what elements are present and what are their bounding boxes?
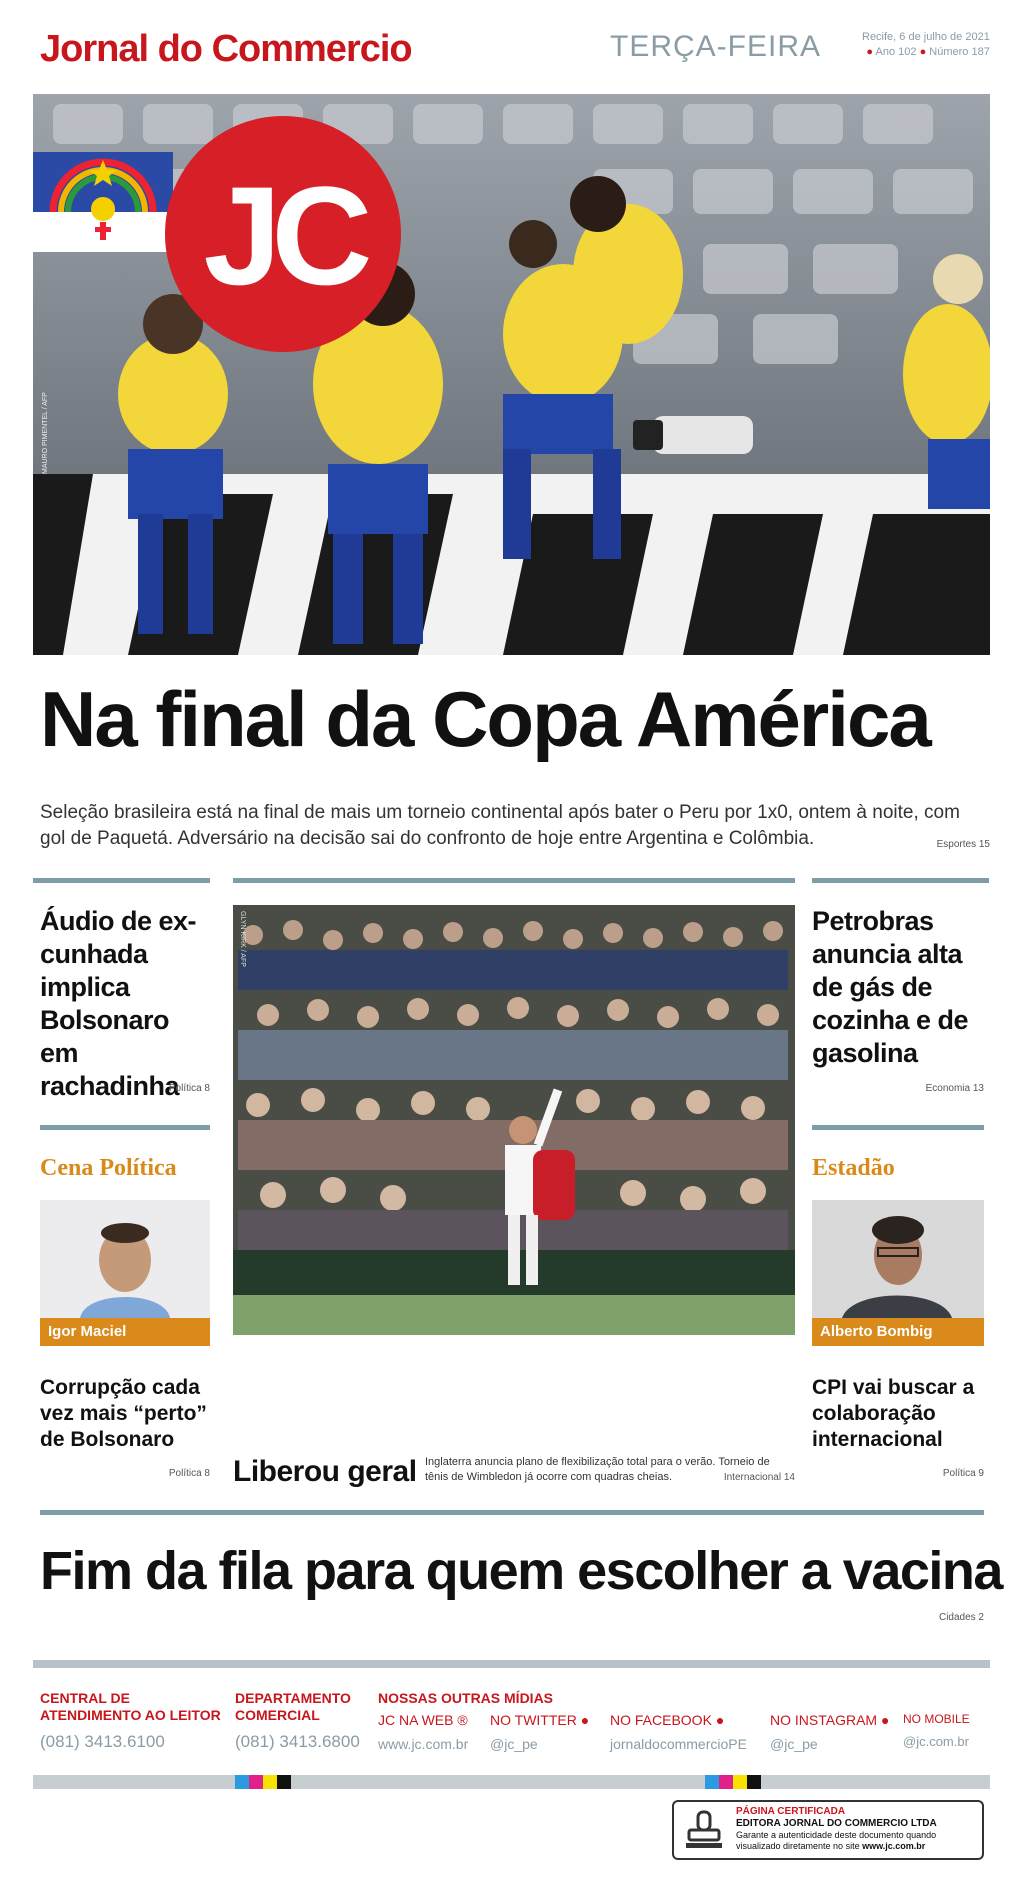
center-caption (425, 1455, 795, 1485)
rule-bottom (40, 1510, 984, 1515)
right-story1-headline: Petrobras anuncia alta de gás de cozinha e de gasolina (812, 906, 969, 1068)
globe-icon: ® (457, 1712, 468, 1728)
left-columnist-photo (40, 1200, 210, 1318)
center-caption-text: Inglaterra anuncia plano de flexibilização total para o verão. Torneio de tênis de Wimbledon já ocorre com quadras cheias. (425, 1456, 770, 1483)
masthead-info: Recife, 6 de julho de 2021 ● Ano 102 ● Número 187 (862, 31, 990, 58)
main-headline: Na final da Copa América (40, 675, 930, 763)
stamp-icon (684, 1810, 724, 1852)
certified-text-block (736, 1806, 981, 1852)
main-ref: Esportes 15 (936, 839, 990, 850)
footer-central-label2: ATENDIMENTO AO LEITOR (40, 1707, 221, 1723)
instagram-icon: ● (880, 1712, 890, 1728)
masthead-weekday: TERÇA-FEIRA (610, 30, 822, 63)
right-section-title: Estadão (812, 1155, 895, 1181)
jc-logo-text: JC (203, 157, 363, 314)
masthead-title: Jornal do Commercio (40, 28, 412, 70)
footer-mobile (903, 1712, 988, 1749)
left-section-title: Cena Política (40, 1155, 177, 1181)
footer-central (40, 1690, 221, 1752)
center-ref: Internacional 14 (723, 1472, 795, 1483)
left-story2-ref: Política 8 (168, 1468, 210, 1479)
footer-central-label1: CENTRAL DE (40, 1690, 130, 1706)
masthead-year: Ano 102 (875, 46, 917, 58)
left-story2-headline: Corrupção cada vez mais “perto” de Bolsonaro (40, 1376, 207, 1451)
certified-box (672, 1800, 984, 1860)
right-story1-ref: Economia 13 (925, 1083, 984, 1094)
footer-dept (235, 1690, 360, 1752)
footer-instagram-label: NO INSTAGRAM (770, 1712, 878, 1728)
footer-mobile-label: NO MOBILE (903, 1712, 970, 1726)
certified-publisher: EDITORA JORNAL DO COMMERCIO LTDA (736, 1818, 937, 1829)
left-columnist-name: Igor Maciel (40, 1318, 210, 1346)
certified-title: PÁGINA CERTIFICADA (736, 1806, 846, 1817)
color-registration-left (235, 1775, 291, 1789)
main-lede (40, 800, 990, 858)
footer-facebook-value[interactable]: jornaldocommercioPE (610, 1736, 747, 1752)
footer-web (378, 1712, 478, 1752)
right-story2-ref: Política 9 (942, 1468, 984, 1479)
hero-photo (33, 94, 990, 655)
rule-right-2 (812, 1125, 984, 1130)
footer-central-phone: (081) 3413.6100 (40, 1732, 165, 1751)
footer-facebook (610, 1712, 760, 1752)
hero-photo-credit: MAURO PIMENTEL / AFP (42, 392, 49, 474)
footer-twitter (490, 1712, 605, 1752)
rule-left (33, 878, 210, 883)
certified-site[interactable]: www.jc.com.br (862, 1841, 926, 1851)
footer-instagram-value[interactable]: @jc_pe (770, 1736, 818, 1752)
main-lede-text: Seleção brasileira está na final de mais um torneio continental após bater o Peru por 1x0, ontem à noite, com gol de Paquetá. Adversário na decisão sai do confronto de hoje entre Argentina e Colômbia. (40, 802, 960, 849)
footer-web-label: JC NA WEB (378, 1712, 454, 1728)
wimbledon-crowd-image (233, 905, 795, 1335)
center-headline: Liberou geral (233, 1455, 417, 1488)
masthead-date: Recife, 6 de julho de 2021 (862, 31, 990, 43)
footer-mobile-value[interactable]: @jc.com.br (903, 1734, 969, 1749)
rule-right (812, 878, 989, 883)
football-celebration-image (33, 94, 990, 655)
left-story1-ref: Política 8 (168, 1083, 210, 1094)
footer-instagram (770, 1712, 900, 1752)
footer-top-bar (33, 1660, 990, 1668)
right-columnist-photo (812, 1200, 984, 1318)
center-photo-credit: GLYN KIRK / AFP (239, 911, 246, 967)
center-photo (233, 905, 795, 1335)
rule-left-2 (40, 1125, 210, 1130)
footer-facebook-label: NO FACEBOOK (610, 1712, 712, 1728)
right-columnist-name: Alberto Bombig (812, 1318, 984, 1346)
twitter-icon: ● (580, 1712, 590, 1728)
right-story2-headline: CPI vai buscar a colaboração internacional (812, 1376, 975, 1451)
facebook-icon: ● (715, 1712, 725, 1728)
bottom-ref: Cidades 2 (938, 1612, 984, 1623)
certified-text: Garante a autenticidade deste documento quando visualizado diretamente no site (736, 1830, 937, 1851)
bottom-headline: Fim da fila para quem escolher a vacina (40, 1541, 1002, 1601)
footer-dept-label2: COMERCIAL (235, 1707, 320, 1723)
footer-bottom-bar (33, 1775, 990, 1789)
rule-center (233, 878, 795, 883)
footer-twitter-value[interactable]: @jc_pe (490, 1736, 538, 1752)
footer-media-label: NOSSAS OUTRAS MÍDIAS (378, 1690, 554, 1706)
footer-twitter-label: NO TWITTER (490, 1712, 577, 1728)
color-registration-right (705, 1775, 761, 1789)
footer-web-value[interactable]: www.jc.com.br (378, 1736, 469, 1752)
pernambuco-flag-icon (33, 152, 173, 252)
left-story1-headline: Áudio de ex-cunhada implica Bolsonaro em rachadinha (40, 906, 197, 1101)
footer-dept-label1: DEPARTAMENTO (235, 1690, 351, 1706)
masthead-issue: Número 187 (929, 46, 990, 58)
footer-dept-phone: (081) 3413.6800 (235, 1732, 360, 1751)
